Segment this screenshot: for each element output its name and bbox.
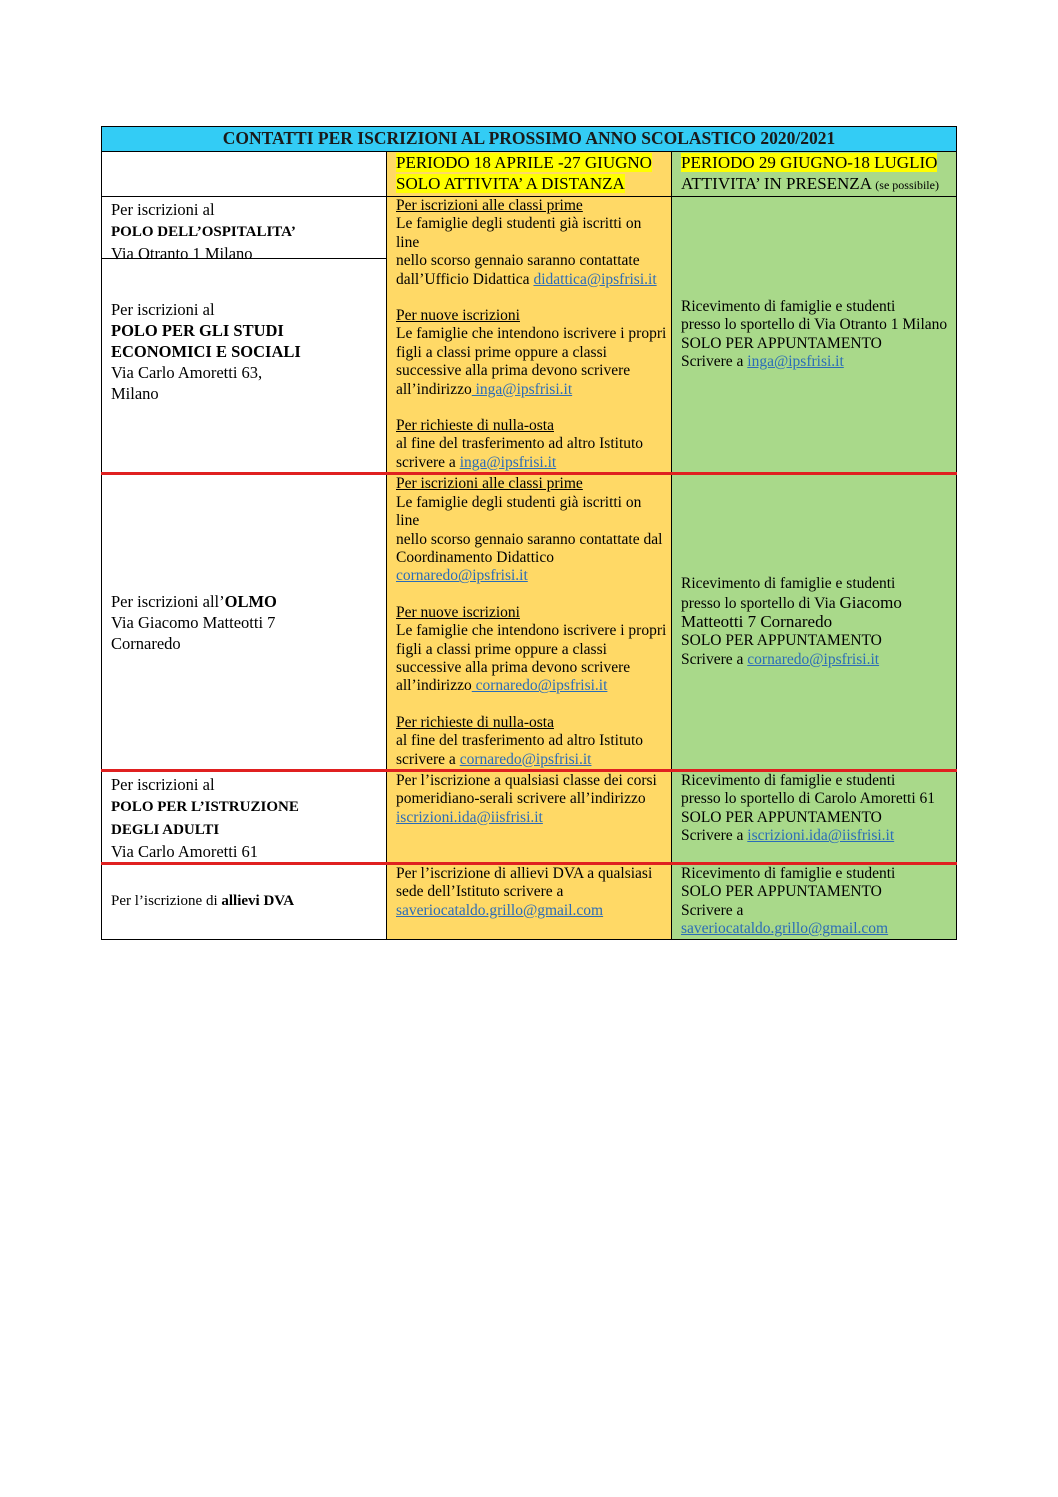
- body-text: successive alla prima devono scrivere: [396, 362, 631, 380]
- body-text: Scrivere a: [681, 353, 748, 371]
- row-3-left-cell: [102, 770, 387, 863]
- body-text: SOLO PER APPUNTAMENTO: [681, 334, 882, 352]
- email-link[interactable]: cornaredo@ipsfrisi.it: [471, 677, 608, 695]
- new-enrollment-heading: Per nuove iscrizioni: [396, 603, 520, 621]
- body-text: pomeridiano-serali scrivere all’indirizzo: [396, 790, 646, 808]
- period-1-dates: PERIODO 18 APRILE -27 GIUGNO: [396, 153, 652, 172]
- row-1-period-2-cell: [672, 197, 957, 474]
- nulla-osta-heading: Per richieste di nulla-osta: [396, 417, 554, 435]
- period-2-dates: PERIODO 29 GIUGNO-18 LUGLIO: [681, 153, 938, 172]
- polo-studi-name-2: ECONOMICI E SOCIALI: [111, 342, 301, 361]
- body-text: al fine del trasferimento ad altro Istituto: [396, 732, 644, 750]
- body-text: figli a classi prime oppure a classi: [396, 343, 607, 361]
- ida-intro: Per iscrizioni al: [111, 774, 215, 794]
- body-text: Ricevimento di famiglie e studenti: [681, 297, 896, 315]
- period-header-row: [102, 152, 957, 197]
- body-text: presso lo sportello di Carolo Amoretti 61: [681, 790, 936, 808]
- polo-studi-economici: [102, 258, 386, 404]
- olmo-address: Via Giacomo Matteotti 7: [111, 612, 276, 632]
- row-4-left-cell: [102, 863, 387, 939]
- body-text: Giacomo: [839, 592, 902, 612]
- period-1-mode: SOLO ATTIVITA’ A DISTANZA: [396, 174, 625, 193]
- email-link[interactable]: cornaredo@ipsfrisi.it: [747, 650, 880, 668]
- body-text: presso lo sportello di Via: [681, 594, 840, 612]
- period-1-header: [387, 152, 672, 197]
- first-class-heading: Per iscrizioni alle classi prime: [396, 197, 583, 214]
- body-text: scrivere a: [396, 453, 460, 471]
- email-link[interactable]: cornaredo@ipsfrisi.it: [459, 750, 592, 768]
- polo-ospitalita-address: Via Otranto 1 Milano: [111, 244, 253, 263]
- first-class-heading: Per iscrizioni alle classi prime: [396, 475, 583, 493]
- body-text: SOLO PER APPUNTAMENTO: [681, 632, 882, 650]
- contacts-table: [101, 126, 957, 940]
- row-1-period-1-cell: [387, 197, 672, 474]
- period-2-header: [672, 152, 957, 197]
- polo-ospitalita-intro: Per iscrizioni al: [111, 200, 215, 219]
- polo-ospitalita-name: POLO DELL’OSPITALITA’: [111, 224, 296, 240]
- body-text: figli a classi prime oppure a classi: [396, 640, 607, 658]
- ida-name-2: DEGLI ADULTI: [111, 821, 220, 838]
- body-text: Le famiglie che intendono iscrivere i propri: [396, 622, 667, 640]
- period-2-note: (se possibile): [875, 178, 939, 192]
- body-text: scrivere a: [396, 750, 460, 768]
- table-row: [102, 770, 957, 863]
- body-text: all’indirizzo: [396, 380, 472, 398]
- body-text: Le famiglie degli studenti già iscritti on line: [396, 215, 642, 251]
- nulla-osta-heading: Per richieste di nulla-osta: [396, 713, 554, 731]
- row-3-period-2-cell: [672, 770, 957, 863]
- body-text: all’indirizzo: [396, 677, 472, 695]
- body-text: Ricevimento di famiglie e studenti: [681, 771, 896, 789]
- row-3-period-1-cell: [387, 770, 672, 863]
- email-link[interactable]: inga@ipsfrisi.it: [747, 353, 844, 371]
- body-text: Scrivere a: [681, 827, 748, 845]
- polo-ospitalita: [102, 197, 386, 263]
- email-link[interactable]: saveriocataldo.grillo@gmail.com: [396, 901, 604, 919]
- email-link[interactable]: inga@ipsfrisi.it: [471, 380, 573, 398]
- table-title: CONTATTI PER ISCRIZIONI AL PROSSIMO ANNO SCOLASTICO 2020/2021: [102, 127, 957, 152]
- body-text: dall’Ufficio Didattica: [396, 270, 534, 288]
- email-link[interactable]: cornaredo@ipsfrisi.it: [396, 567, 528, 585]
- ida-address: Via Carlo Amoretti 61: [111, 841, 259, 861]
- body-text: Scrivere a: [681, 901, 744, 919]
- body-text: Matteotti 7 Cornaredo: [681, 611, 833, 631]
- body-text: SOLO PER APPUNTAMENTO: [681, 808, 882, 826]
- header-empty-cell: [102, 152, 387, 197]
- email-link[interactable]: saveriocataldo.grillo@gmail.com: [681, 920, 889, 938]
- row-2-period-2-cell: [672, 474, 957, 771]
- olmo-city: Cornaredo: [111, 633, 181, 653]
- email-link[interactable]: inga@ipsfrisi.it: [459, 453, 557, 471]
- body-text: Coordinamento Didattico: [396, 548, 554, 566]
- body-text: sede dell’Istituto scrivere a: [396, 883, 564, 901]
- polo-studi-intro: Per iscrizioni al: [111, 300, 215, 319]
- email-link[interactable]: iscrizioni.ida@iisfrisi.it: [396, 808, 543, 826]
- olmo-name: OLMO: [224, 591, 277, 611]
- body-text: Per l’iscrizione di allievi DVA a qualsiasi: [396, 864, 653, 882]
- email-link[interactable]: iscrizioni.ida@iisfrisi.it: [747, 827, 895, 845]
- body-text: presso lo sportello di Via Otranto 1 Milano: [681, 316, 948, 334]
- row-4-period-2-cell: [672, 863, 957, 939]
- polo-studi-address: Via Carlo Amoretti 63,: [111, 363, 263, 382]
- dva-name: allievi DVA: [221, 893, 295, 910]
- olmo-intro: Per iscrizioni all’: [111, 591, 225, 611]
- body-text: Scrivere a: [681, 650, 748, 668]
- body-text: Per l’iscrizione a qualsiasi classe dei corsi: [396, 771, 657, 789]
- body-text: Le famiglie che intendono iscrivere i propri: [396, 325, 667, 343]
- body-text: al fine del trasferimento ad altro Istituto: [396, 435, 644, 453]
- body-text: Le famiglie degli studenti già iscritti on line: [396, 493, 642, 530]
- table-row: [102, 474, 957, 771]
- table-row: [102, 197, 957, 474]
- dva-intro: Per l’iscrizione di: [111, 893, 222, 910]
- polo-studi-name-1: POLO PER GLI STUDI: [111, 321, 284, 340]
- row-2-period-1-cell: [387, 474, 672, 771]
- body-text: nello scorso gennaio saranno contattate dal: [396, 530, 663, 548]
- email-link[interactable]: didattica@ipsfrisi.it: [533, 270, 657, 288]
- period-2-mode: ATTIVITA’ IN PRESENZA: [681, 174, 872, 193]
- row-2-left-cell: [102, 474, 387, 771]
- body-text: nello scorso gennaio saranno contattate: [396, 252, 640, 270]
- body-text: Ricevimento di famiglie e studenti: [681, 575, 896, 593]
- polo-studi-city: Milano: [111, 384, 159, 403]
- body-text: Ricevimento di famiglie e studenti: [681, 864, 896, 882]
- new-enrollment-heading: Per nuove iscrizioni: [396, 307, 520, 325]
- row-1-left-cell: [102, 197, 387, 474]
- table-row: [102, 863, 957, 939]
- body-text: SOLO PER APPUNTAMENTO: [681, 883, 882, 901]
- body-text: successive alla prima devono scrivere: [396, 658, 631, 676]
- ida-name-1: POLO PER L’ISTRUZIONE: [111, 798, 299, 815]
- row-4-period-1-cell: [387, 863, 672, 939]
